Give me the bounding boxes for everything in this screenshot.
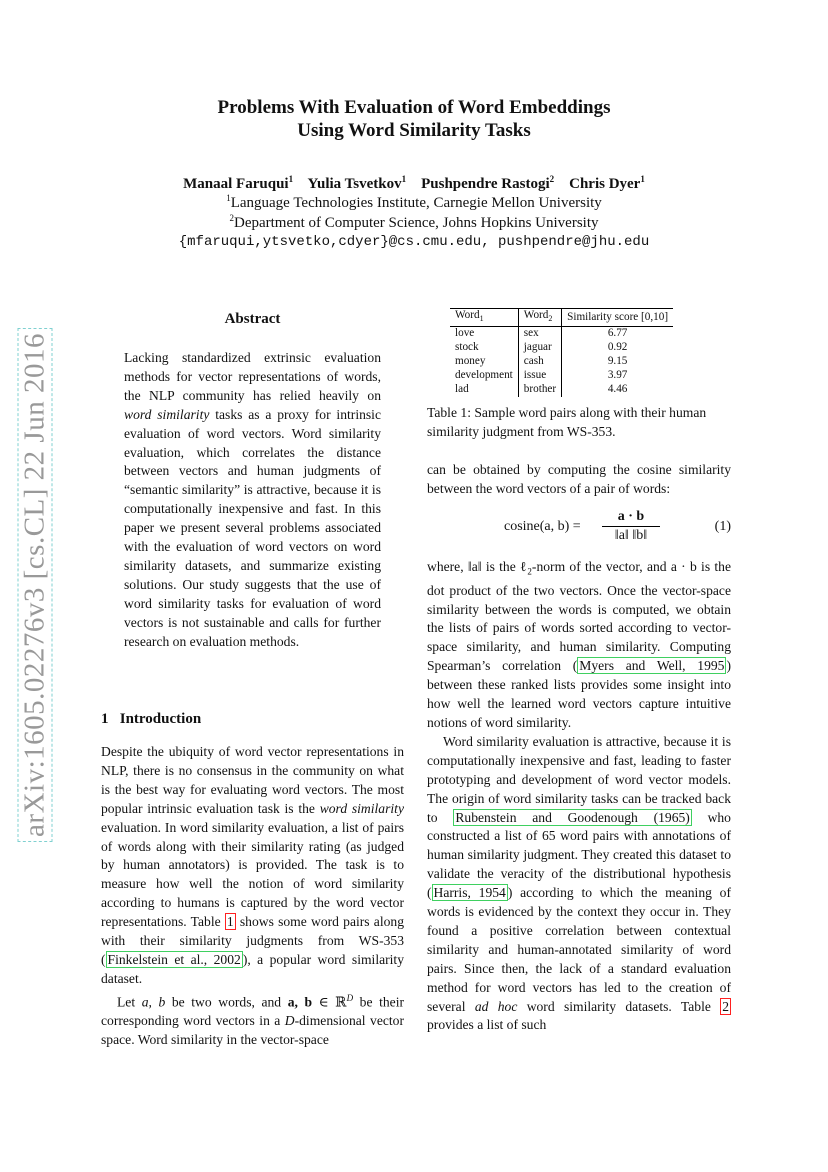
math: D <box>284 1013 295 1029</box>
table-ref-link[interactable]: 1 <box>226 914 234 930</box>
arxiv-sidebar <box>10 333 60 840</box>
citation-link[interactable]: Rubenstein and Goodenough (1965) <box>455 809 690 825</box>
author-emails: {mfaruqui,ytsvetko,cdyer}@cs.cmu.edu, pushpendre@jhu.edu <box>178 234 650 250</box>
table-1 <box>450 308 673 397</box>
text: Word similarity evaluation is attractive, because it is computationally inexpensive and fast, leading to faster prototyping and development of word vector models. The origin of word similarity tasks can be tracked back to <box>427 733 731 825</box>
text: ) between these ranked lists provides some insight into how well the learned word vectors capture intuitive notions of word similarity. <box>427 658 731 730</box>
author-name: Pushpendre Rastogi <box>421 176 550 192</box>
abstract-heading: Abstract <box>224 311 281 327</box>
author-name: Chris Dyer <box>569 176 641 192</box>
author-affiliation-mark: 1 <box>288 174 294 184</box>
affiliation-2 <box>0 213 828 232</box>
table-row: development issue 3.97 <box>450 369 673 383</box>
author-name: Manaal Faruqui <box>183 176 289 192</box>
author-affiliation-mark: 1 <box>401 174 407 184</box>
math-superscript: D <box>346 992 354 1003</box>
text: -norm of the vector, and a · b is the dot product of the two vectors. Once the vector-space similarity between the words is computed, we obtain the lists of pairs of words sorted according to vector-space similarity, and human similarity. Computing Spearman’s correlation ( <box>427 559 731 674</box>
table-header: Word$_1$ <box>450 309 518 327</box>
paragraph <box>101 989 404 1050</box>
equation-lhs: cosine(a, b) = <box>504 519 581 534</box>
text: who constructed a list of 65 word pairs with annotations of human similarity judgment. They created this dataset to validate the veracity of the distributional hypothesis ( <box>427 809 731 901</box>
affiliation-text: Department of Computer Science, Johns Hopkins University <box>233 215 599 231</box>
affiliation-1 <box>0 193 828 212</box>
author-affiliation-mark: 2 <box>549 174 555 184</box>
paper-title-line1: Problems With Evaluation of Word Embeddings <box>217 97 611 118</box>
equation-numerator: a · b <box>602 509 660 527</box>
table-row: love sex 6.77 <box>450 327 673 341</box>
arxiv-identifier[interactable]: arXiv:1605.02276v3 [cs.CL] 22 Jun 2016 <box>18 328 53 842</box>
text: word similarity datasets. Table <box>517 998 721 1014</box>
text: provides a list of such <box>427 1017 547 1033</box>
text: evaluation. In word similarity evaluation, a list of pairs of words along with their similarity rating (as judged by human annotators) is provided. The task is to measure how well the notion of word similarity according to humans is captured by the word vector representations. Table <box>101 819 404 930</box>
math-vector: a, b <box>287 994 313 1010</box>
text: ), a popular word similarity dataset. <box>101 951 405 986</box>
right-column-body <box>427 558 731 1035</box>
text: Despite the ubiquity of word vector representations in NLP, there is no consensus in the community on what is the best way for evaluating word vectors. The most popular intrinsic evaluation task is the <box>101 744 404 816</box>
section-number: 1 <box>101 711 109 727</box>
equation-1 <box>427 509 731 549</box>
table-header: Word$_2$ <box>518 309 561 327</box>
math-subscript: 2 <box>527 566 532 577</box>
paragraph: can be obtained by computing the cosine similarity between the word vectors of a pair of words: <box>427 462 731 496</box>
paper-title-line2: Using Word Similarity Tasks <box>297 120 531 141</box>
abstract-emphasis: word similarity <box>124 406 210 422</box>
table-row: lad brother 4.46 <box>450 383 673 397</box>
author-list <box>0 174 828 193</box>
table-row: stock jaguar 0.92 <box>450 341 673 355</box>
math: a, b <box>141 994 166 1010</box>
affiliation-mark: 1 <box>226 193 231 203</box>
text: ∈ ℝ <box>312 994 347 1010</box>
text: Let <box>117 994 142 1010</box>
table-header: Similarity score [0,10] <box>562 309 673 327</box>
affiliation-mark: 2 <box>229 213 234 223</box>
paragraph <box>427 558 731 733</box>
paragraph <box>101 743 404 989</box>
equation-denominator: ‖a‖ ‖b‖ <box>614 528 648 543</box>
citation-link[interactable]: Finkelstein et al., 2002 <box>107 951 241 967</box>
author-affiliation-mark: 1 <box>640 174 645 184</box>
equation-number: (1) <box>714 519 731 534</box>
text: shows some word pairs along with their similarity judgments from WS-353 ( <box>101 914 404 967</box>
text: ) according to which the meaning of words is evidenced by the context they occur in. They found a positive correlation between contextual similarity and human-annotated similarity of word pairs. Since then, the lack of a standard evaluation method for word vectors has led to the creation of several <box>427 885 731 1014</box>
section-heading <box>101 711 201 728</box>
equation-fraction <box>602 509 660 544</box>
abstract-text: Lacking standardized extrinsic evaluation methods for vector representations of words, the NLP community has relied heavily on <box>124 350 381 403</box>
table-ref-link[interactable]: 2 <box>722 998 730 1014</box>
abstract-text: tasks as a proxy for intrinsic evaluation of word vectors. Word similarity evaluation, which correlates the distance between vectors and human judgments of “semantic similarity” is attractive, because it is computationally inexpensive and fast. In this paper we present several problems associated with the evaluation of word vectors on word similarity datasets, and summarize existing solutions. Our study suggests that the use of word similarity tasks for evaluation of word vectors is not sustainable and calls for further research on evaluation methods. <box>124 406 381 649</box>
emphasis: word similarity <box>319 800 404 816</box>
affiliation-text: Language Technologies Institute, Carnegie Mellon University <box>230 195 602 211</box>
citation-link[interactable]: Harris, 1954 <box>433 885 506 901</box>
emphasis: ad hoc <box>474 998 518 1014</box>
citation-link[interactable]: Myers and Well, 1995 <box>579 658 725 674</box>
abstract-body <box>124 349 381 652</box>
table-caption: Table 1: Sample word pairs along with their human similarity judgment from WS-353. <box>427 405 707 439</box>
text: where, ‖a‖ is the ℓ <box>427 559 528 574</box>
text: be their corresponding word vectors in a <box>101 994 404 1029</box>
table-row: money cash 9.15 <box>450 355 673 369</box>
section-title: Introduction <box>119 711 202 727</box>
text: be two words, and <box>165 994 288 1010</box>
text: -dimensional vector space. Word similarity in the vector-space <box>101 1013 404 1048</box>
author-name: Yulia Tsvetkov <box>307 176 402 192</box>
introduction-body <box>101 743 404 1050</box>
paragraph <box>427 733 731 1036</box>
